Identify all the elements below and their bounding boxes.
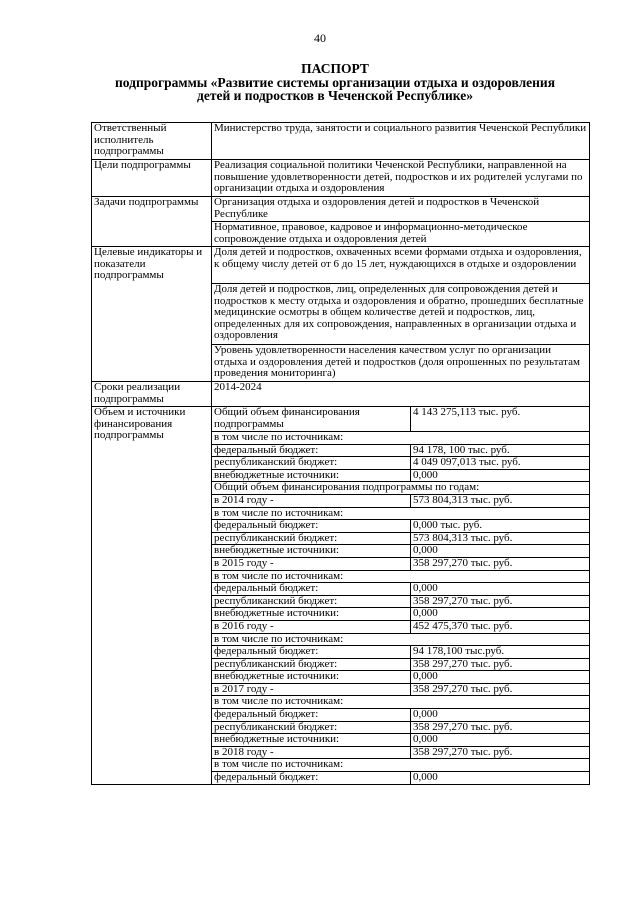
table-row	[92, 407, 590, 432]
year-label: в 2016 году -	[212, 620, 411, 633]
year-republic-value: 358 297,270 тыс. руб.	[411, 595, 590, 608]
year-sources-label: в том числе по источникам:	[212, 507, 590, 520]
year-sources-label: в том числе по источникам:	[212, 696, 590, 709]
passport-table	[91, 122, 590, 785]
indicator-item: Уровень удовлетворенности населения качеством услуг по организации отдыха и оздоровления детей и подростков (доля опрошенных по результатам проведения мониторинга)	[212, 345, 590, 382]
year-federal-label: федеральный бюджет:	[212, 646, 411, 659]
year-federal-label: федеральный бюджет:	[212, 583, 411, 596]
indicator-item: Доля детей и подростков, лиц, определенных для сопровождения детей и подростков к месту отдыха и оздоровления и обратно, прошедших бесплатные медицинские осмотры в общем количестве детей и подростков, лиц, определенных для их сопровождения, направленных в организации отдыха и оздоровления	[212, 284, 590, 345]
year-total: 452 475,370 тыс. руб.	[411, 620, 590, 633]
row-label-executor: Ответственный исполнитель подпрограммы	[92, 123, 212, 160]
year-republic-value: 358 297,270 тыс. руб.	[411, 658, 590, 671]
page-number: 40	[314, 31, 326, 45]
financing-republic-label: республиканский бюджет:	[212, 457, 411, 470]
year-republic-value: 573 804,313 тыс. руб.	[411, 532, 590, 545]
year-total: 358 297,270 тыс. руб.	[411, 746, 590, 759]
year-federal-label: федеральный бюджет:	[212, 520, 411, 533]
year-total: 573 804,313 тыс. руб.	[411, 494, 590, 507]
year-republic-label: республиканский бюджет:	[212, 532, 411, 545]
year-extra-label: внебюджетные источники:	[212, 608, 411, 621]
year-federal-label: федеральный бюджет:	[212, 709, 411, 722]
financing-total-value: 4 143 275,113 тыс. руб.	[411, 407, 590, 432]
financing-federal-value: 94 178, 100 тыс. руб.	[411, 444, 590, 457]
year-label: в 2015 году -	[212, 557, 411, 570]
year-extra-value: 0,000	[411, 734, 590, 747]
year-sources-label: в том числе по источникам:	[212, 570, 590, 583]
year-total: 358 297,270 тыс. руб.	[411, 557, 590, 570]
year-extra-label: внебюджетные источники:	[212, 734, 411, 747]
row-label-tasks: Задачи подпрограммы	[92, 197, 212, 247]
task-item: Организация отдыха и оздоровления детей и подростков в Чеченской Республике	[212, 197, 590, 222]
financing-extra-value: 0,000	[411, 469, 590, 482]
year-republic-label: республиканский бюджет:	[212, 721, 411, 734]
table-row	[92, 123, 590, 160]
indicator-item: Доля детей и подростков, охваченных всеми формами отдыха и оздоровления, к общему числу детей от 6 до 15 лет, нуждающихся в отдыхе и оздоровлении	[212, 247, 590, 284]
financing-total-label: Общий объем финансирования подпрограммы	[212, 407, 411, 432]
year-total: 358 297,270 тыс. руб.	[411, 683, 590, 696]
year-federal-value: 0,000	[411, 583, 590, 596]
table-row	[92, 382, 590, 407]
year-extra-label: внебюджетные источники:	[212, 671, 411, 684]
row-value-goals: Реализация социальной политики Чеченской Республики, направленной на повышение удовлетворенности детей, подростков и их родителей услугами по организации отдыха и оздоровления	[212, 160, 590, 197]
year-extra-value: 0,000	[411, 671, 590, 684]
row-label-financing: Объем и источники финансирования подпрограммы	[92, 407, 212, 785]
document-heading	[84, 62, 586, 103]
table-row	[92, 197, 590, 222]
year-republic-value: 358 297,270 тыс. руб.	[411, 721, 590, 734]
year-republic-label: республиканский бюджет:	[212, 595, 411, 608]
subtitle-line-1: подпрограммы «Развитие системы организации отдыха и оздоровления	[114, 74, 555, 90]
row-label-goals: Цели подпрограммы	[92, 160, 212, 197]
financing-republic-value: 4 049 097,013 тыс. руб.	[411, 457, 590, 470]
financing-by-years-label: Общий объем финансирования подпрограммы по годам:	[212, 482, 590, 495]
row-value-executor: Министерство труда, занятости и социального развития Чеченской Республики	[212, 123, 590, 160]
year-federal-value: 0,000	[411, 709, 590, 722]
year-federal-label: федеральный бюджет:	[212, 772, 411, 785]
page-title: ПАСПОРТ	[301, 61, 369, 76]
year-sources-label: в том числе по источникам:	[212, 759, 590, 772]
table-row	[92, 247, 590, 284]
year-federal-value: 0,000	[411, 772, 590, 785]
year-federal-value: 94 178,100 тыс.руб.	[411, 646, 590, 659]
subtitle-line-2: детей и подростков в Чеченской Республике»	[197, 88, 473, 103]
table-row	[92, 160, 590, 197]
financing-extra-label: внебюджетные источники:	[212, 469, 411, 482]
year-sources-label: в том числе по источникам:	[212, 633, 590, 646]
financing-sources-label: в том числе по источникам:	[212, 432, 590, 445]
year-federal-value: 0,000 тыс. руб.	[411, 520, 590, 533]
year-extra-value: 0,000	[411, 608, 590, 621]
year-label: в 2014 году -	[212, 494, 411, 507]
year-republic-label: республиканский бюджет:	[212, 658, 411, 671]
year-label: в 2017 году -	[212, 683, 411, 696]
row-label-indicators: Целевые индикаторы и показатели подпрограммы	[92, 247, 212, 382]
financing-federal-label: федеральный бюджет:	[212, 444, 411, 457]
row-value-terms: 2014-2024	[212, 382, 590, 407]
row-label-terms: Сроки реализации подпрограммы	[92, 382, 212, 407]
task-item: Нормативное, правовое, кадровое и информационно-методическое сопровождение отдыха и оздоровления детей	[212, 222, 590, 247]
year-label: в 2018 году -	[212, 746, 411, 759]
year-extra-label: внебюджетные источники:	[212, 545, 411, 558]
year-extra-value: 0,000	[411, 545, 590, 558]
